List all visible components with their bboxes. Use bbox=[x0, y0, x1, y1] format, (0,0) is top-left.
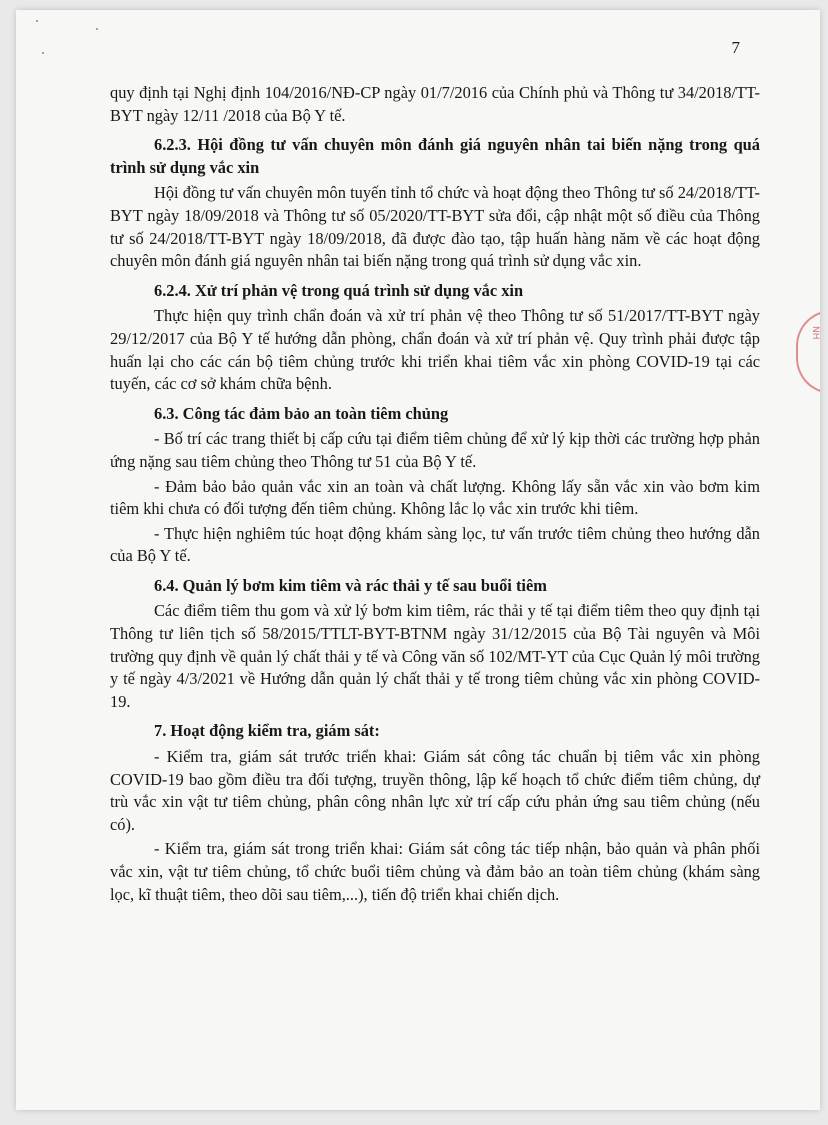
scan-speck bbox=[42, 52, 44, 54]
bullet-paragraph: - Đảm bảo bảo quản vắc xin an toàn và chất lượng. Không lấy sẵn vắc xin vào bơm kim tiêm khi chưa có đối tượng đến tiêm chủng. Không lắc lọ vắc xin trước khi tiêm. bbox=[110, 476, 760, 519]
page-number: 7 bbox=[731, 38, 740, 57]
section-heading-6-4: 6.4. Quản lý bơm kim tiêm và rác thải y tế sau buổi tiêm bbox=[154, 575, 547, 595]
document-page bbox=[16, 10, 820, 1110]
section-heading-6-2-3: 6.2.3. Hội đồng tư vấn chuyên môn đánh giá nguyên nhân tai biến nặng trong quá trình sử dụng vắc xin bbox=[110, 135, 760, 177]
bullet-paragraph: - Kiểm tra, giám sát trước triển khai: Giám sát công tác chuẩn bị tiêm vắc xin phòng COVID-19 bao gồm điều tra đối tượng, truyền thông, lập kế hoạch tổ chức điểm tiêm chủng, dự trù vắc xin vật tư tiêm chủng, phân công nhân lực xử trí cấp cứu phản ứng sau tiêm chủng (nếu có). bbox=[110, 747, 760, 834]
bullet-paragraph: - Kiểm tra, giám sát trong triển khai: Giám sát công tác tiếp nhận, bảo quản và phân phối vắc xin, vật tư tiêm chủng, tổ chức buổi tiêm chủng và đảm bảo an toàn tiêm chủng (khám sàng lọc, kĩ thuật tiêm, theo dõi sau tiêm,...), tiến độ triển khai chiến dịch. bbox=[110, 839, 760, 904]
scan-speck bbox=[36, 20, 38, 22]
document-body bbox=[110, 82, 760, 906]
paragraph: Các điểm tiêm thu gom và xử lý bơm kim tiêm, rác thải y tế tại điểm tiêm theo quy định tại Thông tư liên tịch số 58/2015/TTLT-BYT-BTNM ngày 31/12/2015 của Bộ Tài nguyên và Môi trường quy định về quản lý chất thải y tế và Công văn số 102/MT-YT của Cục Quản lý môi trường y tế ngày 4/3/2021 về Hướng dẫn quản lý chất thải y tế trong tiêm chủng vắc xin phòng COVID-19. bbox=[110, 601, 760, 711]
section-heading-6-3: 6.3. Công tác đảm bảo an toàn tiêm chủng bbox=[154, 403, 449, 423]
bullet-paragraph: - Bố trí các trang thiết bị cấp cứu tại điểm tiêm chủng để xử lý kịp thời các trường hợp phản ứng nặng sau tiêm chủng theo Thông tư 51 của Bộ Y tế. bbox=[110, 429, 760, 471]
red-stamp-icon bbox=[796, 310, 820, 394]
bullet-paragraph: - Thực hiện nghiêm túc hoạt động khám sàng lọc, tư vấn trước tiêm chủng theo hướng dẫn của Bộ Y tế. bbox=[110, 523, 760, 566]
section-heading-7: 7. Hoạt động kiểm tra, giám sát: bbox=[154, 721, 380, 741]
scan-speck bbox=[96, 28, 98, 30]
paragraph: Thực hiện quy trình chẩn đoán và xử trí phản vệ theo Thông tư số 51/2017/TT-BYT ngày 29/12/2017 của Bộ Y tế hướng dẫn phòng, chẩn đoán và xử trí phản vệ. Quy trình phải được tập huấn lại cho các cán bộ tiêm chủng trước khi triển khai tiêm vắc xin phòng COVID-19 tại các tuyến, các cơ sở khám chữa bệnh. bbox=[110, 306, 760, 394]
section-heading-6-2-4: 6.2.4. Xử trí phản vệ trong quá trình sử dụng vắc xin bbox=[154, 280, 524, 300]
paragraph: Hội đồng tư vấn chuyên môn tuyến tỉnh tổ chức và hoạt động theo Thông tư số 24/2018/TT-BYT ngày 18/09/2018 và Thông tư số 05/2020/TT-BYT sửa đổi, cập nhật một số điều của Thông tư số 24/2018/TT-BYT ngày 18/09/2018, đã được đào tạo, tập huấn hàng năm về các hoạt động chuyên môn đánh giá nguyên nhân tai biến nặng trong quá trình sử dụng vắc xin. bbox=[110, 183, 760, 271]
paragraph: quy định tại Nghị định 104/2016/NĐ-CP ngày 01/7/2016 của Chính phủ và Thông tư 34/2018/TT-BYT ngày 12/11 /2018 của Bộ Y tế. bbox=[110, 83, 760, 125]
stamp-text: NH bbox=[810, 326, 820, 340]
